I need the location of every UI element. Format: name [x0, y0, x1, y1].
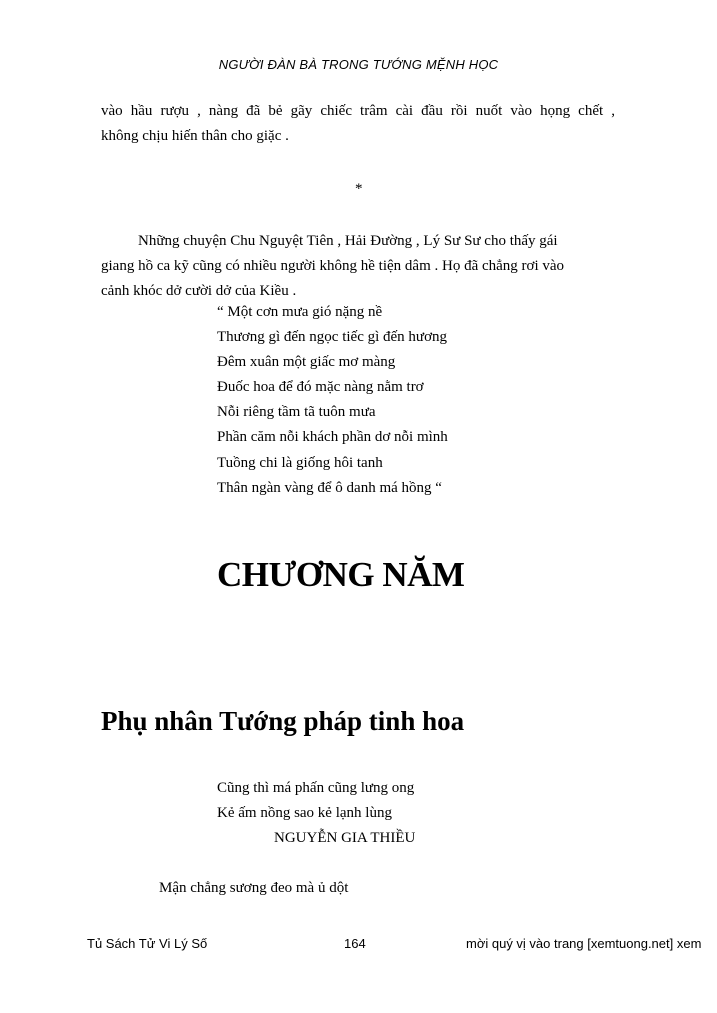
- intro-line: vào hầu rượu , nàng đã bẻ gãy chiếc trâm cài đầu rồi nuốt vào họng chết ,: [101, 103, 615, 119]
- intro-line: không chịu hiến thân cho giặc .: [101, 128, 289, 144]
- paragraph-line: cảnh khóc dở cười dở của Kiều .: [101, 283, 297, 299]
- section-separator: *: [355, 181, 363, 197]
- epigraph-line: Cũng thì má phấn cũng lưng ong: [217, 780, 415, 796]
- poem-line: Thương gì đến ngọc tiếc gì đến hương: [217, 329, 447, 345]
- poem-line: Đêm xuân một giấc mơ màng: [217, 354, 396, 370]
- poem-line: Thân ngàn vàng để ô danh má hồng “: [217, 480, 442, 496]
- paragraph-line: Những chuyện Chu Nguyệt Tiên , Hải Đường , Lý Sư Sư cho thấy gái: [138, 233, 558, 249]
- footer-right: mời quý vị vào trang [xemtuong.net] xem: [466, 936, 702, 951]
- closing-line: Mận chẳng sương đeo mà ủ dột: [159, 880, 349, 896]
- chapter-title: CHƯƠNG NĂM: [217, 555, 465, 594]
- poem-line: Nỗi riêng tầm tã tuôn mưa: [217, 404, 376, 420]
- poem-line: “ Một cơn mưa gió nặng nề: [217, 304, 383, 320]
- page-number: 164: [344, 936, 366, 951]
- epigraph-line: Kẻ ấm nồng sao kẻ lạnh lùng: [217, 805, 392, 821]
- running-header: NGƯỜI ĐÀN BÀ TRONG TƯỚNG MỆNH HỌC: [218, 57, 499, 72]
- footer-left: Tủ Sách Tử Vi Lý Số: [87, 936, 208, 951]
- epigraph-author: NGUYỄN GIA THIỀU: [274, 830, 416, 846]
- section-title: Phụ nhân Tướng pháp tinh hoa: [101, 706, 465, 736]
- paragraph-line: giang hồ ca kỹ cũng có nhiều người không hề tiện dâm . Họ đã chẳng rơi vào: [101, 258, 565, 274]
- poem-line: Phần căm nỗi khách phần dơ nỗi mình: [217, 429, 448, 445]
- poem-line: Tuồng chi là giống hôi tanh: [217, 455, 383, 471]
- poem-line: Đuốc hoa để đó mặc nàng nằm trơ: [217, 379, 424, 395]
